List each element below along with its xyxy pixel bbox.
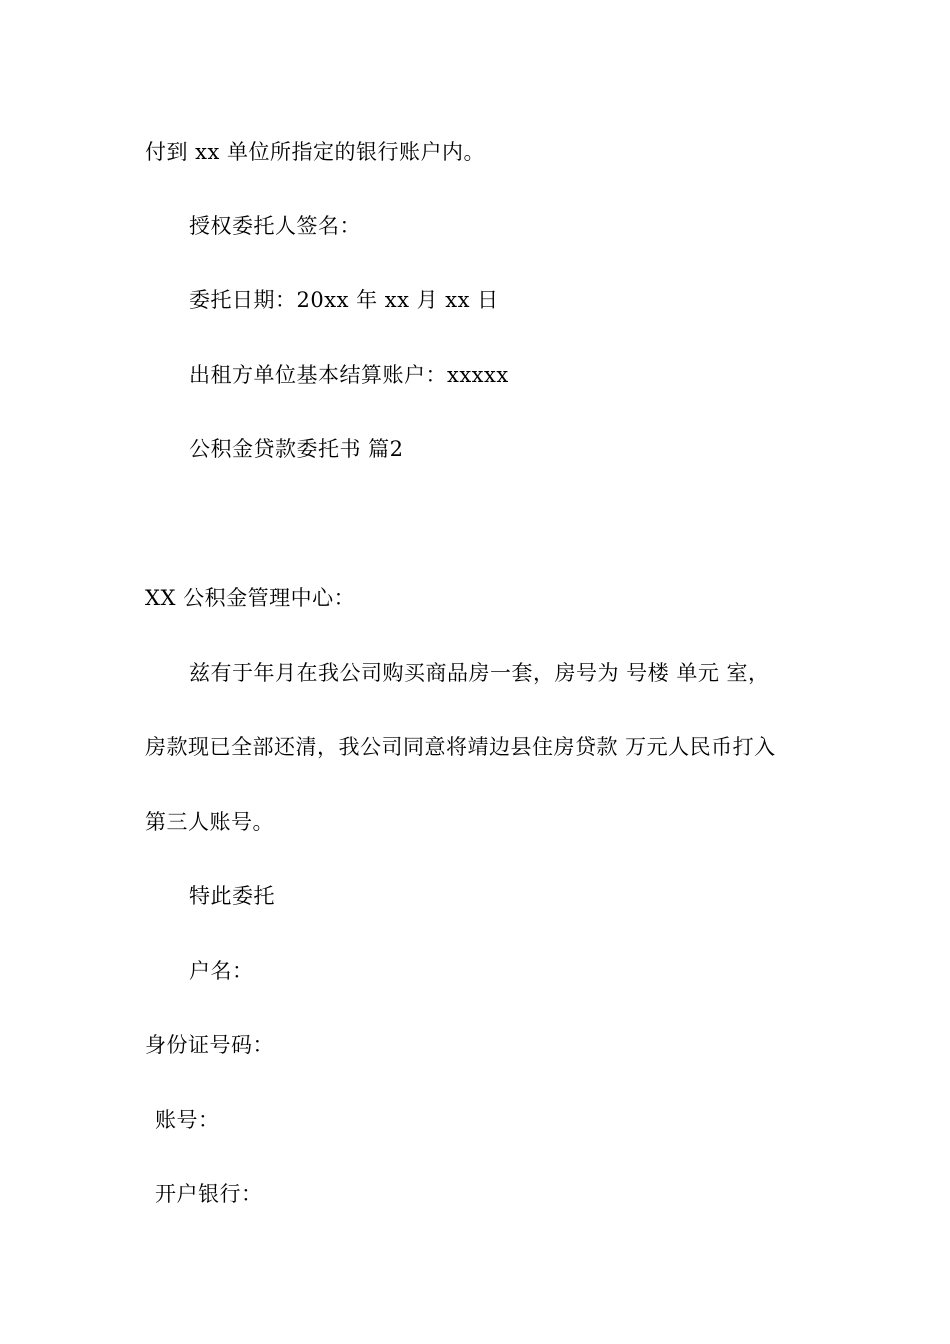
body-paragraph-line-3: 第三人账号。 [145, 810, 274, 834]
account-name-label: 户名： [189, 959, 254, 983]
opening-bank-label: 开户银行： [155, 1182, 263, 1206]
addressee-line: XX 公积金管理中心： [145, 586, 356, 610]
authorizer-signature-label: 授权委托人签名： [189, 214, 361, 238]
paragraph-payment-account: 付到 xx 单位所指定的银行账户内。 [145, 140, 486, 164]
lessor-settlement-account-line: 出租方单位基本结算账户：xxxxx [189, 363, 509, 387]
body-paragraph-line-1: 兹有于年月在我公司购买商品房一套，房号为 号楼 单元 室， [189, 661, 770, 685]
closing-phrase: 特此委托 [189, 884, 275, 908]
entrust-date-line: 委托日期：20xx 年 xx 月 xx 日 [189, 288, 499, 312]
account-number-label: 账号： [155, 1108, 220, 1132]
id-number-label: 身份证号码： [145, 1033, 274, 1057]
section-heading-part-2: 公积金贷款委托书 篇2 [189, 437, 404, 461]
body-paragraph-line-2: 房款现已全部还清，我公司同意将靖边县住房贷款 万元人民币打入 [145, 735, 776, 759]
